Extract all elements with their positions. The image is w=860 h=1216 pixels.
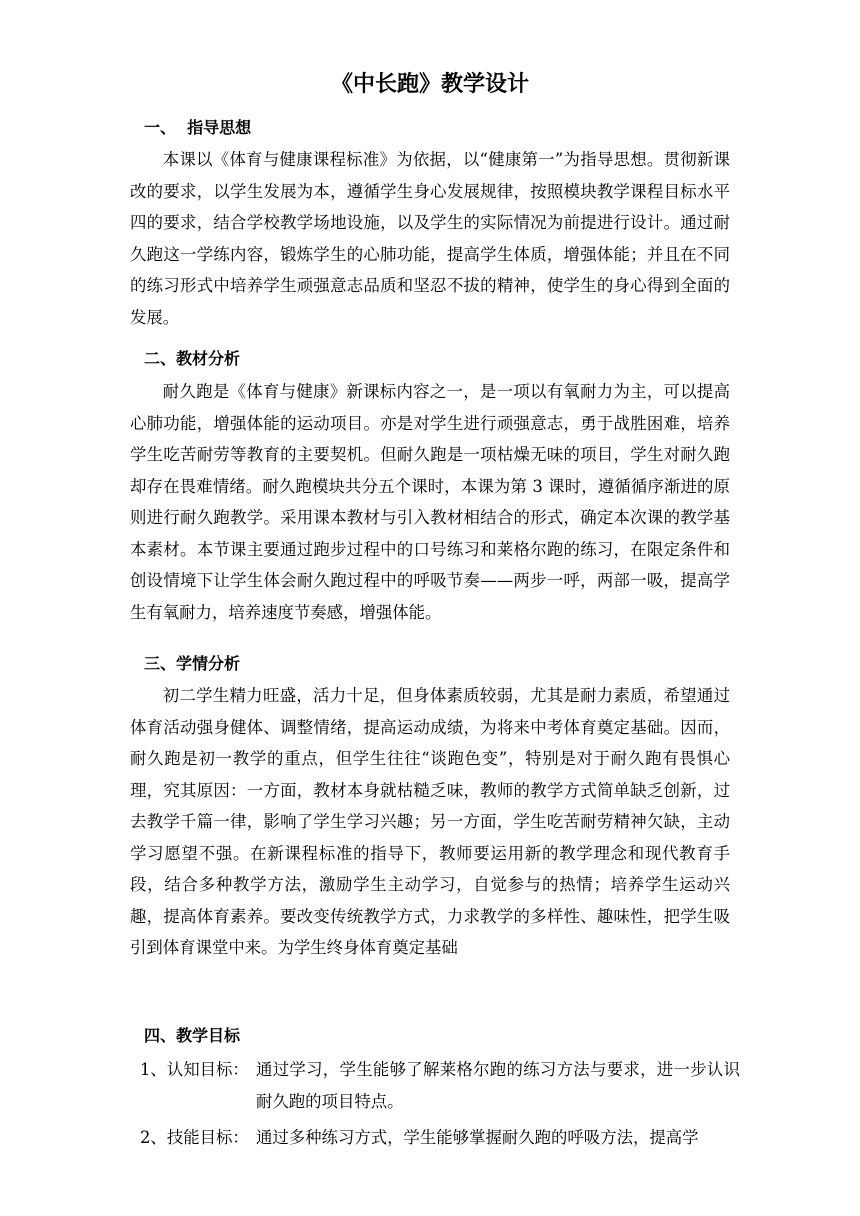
section-paragraph-student-analysis: 初二学生精力旺盛，活力十足，但身体素质较弱，尤其是耐力素质，希望通过体育活动强身健体、调整情绪，提高运动成绩，为将来中考体育奠定基础。因而，耐久跑是初一教学的重点，但学生往往“谈跑色变”，特别是对于耐久跑有畏惧心理，究其原因：一方面，教材本身就枯糙乏味，教师的教学方式简单缺乏创新，过去教学千篇一律，影响了学生学习兴趣；另一方面，学生吃苦耐劳精神欠缺，主动学习愿望不强。在新课程标准的指导下，教师要运用新的教学理念和现代教育手段，结合多种教学方法，激励学生主动学习，自觉参与的热情；培养学生运动兴趣，提高体育素养。要改变传统教学方式，力求教学的多样性、趣味性，把学生吸引到体育课堂中来。为学生终身体育奠定基础 [130,686,730,957]
objective-label: 2、技能目标： [140,1128,249,1147]
objective-text: 通过多种练习方式，学生能够掌握耐久跑的呼吸方法，提高学 [256,1128,699,1147]
section-paragraph-guiding-ideology: 本课以《体育与健康课程标准》为依据，以“健康第一”为指导思想。贯彻新课改的要求，以学生发展为本，遵循学生身心发展规律，按照模块教学课程目标水平四的要求，结合学校教学场地设施，以及学生的实际情况为前提进行设计。通过耐久跑这一学练内容，锻炼学生的心肺功能，提高学生体质，增强体能；并且在不同的练习形式中培养学生顽强意志品质和坚忍不拔的精神，使学生的身心得到全面的发展。 [130,150,730,327]
section-heading-guiding-ideology: 一、 指导思想 [144,118,252,137]
section-heading-teaching-objectives: 四、教学目标 [144,1026,241,1045]
objective-text: 通过学习，学生能够了解莱格尔跑的练习方法与要求，进一步认识耐久跑的项目特点。 [256,1060,740,1111]
objective-label: 1、认知目标： [140,1060,249,1079]
objective-skill [140,1122,740,1154]
document-title: 《中长跑》教学设计 [330,72,529,97]
section-heading-material-analysis: 二、教材分析 [144,349,241,368]
section-paragraph-material-analysis: 耐久跑是《体育与健康》新课标内容之一，是一项以有氧耐力为主，可以提高心肺功能，增强体能的运动项目。亦是对学生进行顽强意志，勇于战胜困难，培养学生吃苦耐劳等教育的主要契机。但耐久跑是一项枯燥无味的项目，学生对耐久跑却存在畏难情绪。耐久跑模块共分五个课时，本课为第 3 课时，遵循循序渐进的原则进行耐久跑教学。采用课本教材与引入教材相结合的形式，确定本次课的教学基本素材。本节课主要通过跑步过程中的口号练习和莱格尔跑的练习，在限定条件和创设情境下让学生体会耐久跑过程中的呼吸节奏——两步一呼，两部一吸，提高学生有氧耐力，培养速度节奏感，增强体能。 [130,382,730,622]
objective-cognitive [140,1054,740,1117]
section-heading-student-analysis: 三、学情分析 [144,654,241,673]
